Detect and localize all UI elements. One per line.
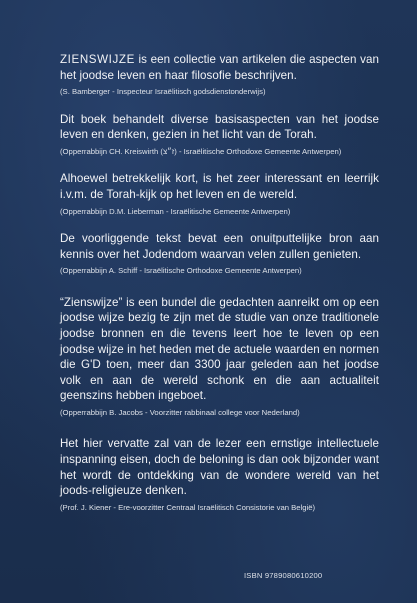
review-attribution-6: (Prof. J. Kiener - Ere-voorzitter Centraal Israëlitisch Consistorie van België)	[60, 502, 316, 512]
review-attribution-5: (Opperrabbijn B. Jacobs - Voorzitter rabbinaal college voor Nederland)	[60, 407, 300, 417]
review-block-6	[60, 436, 379, 513]
review-quote-2: Dit boek behandelt diverse basisaspecten van het joodse leven en denken, gezien in het licht van de Torah.	[60, 112, 379, 142]
review-quote-3: Alhoewel betrekkelijk kort, is het zeer interessant en leerrijk i.v.m. de Torah-kijk op het leven en de wereld.	[60, 172, 379, 201]
isbn-number: ISBN 9789080610200	[244, 571, 323, 580]
book-title-lead: ZIENSWIJZE	[60, 53, 135, 66]
review-attribution-1: (S. Bamberger - Inspecteur Israëlitisch godsdienstonderwijs)	[60, 87, 266, 97]
review-attribution-3: (Opperrabbijn D.M. Lieberman - Israëlitische Gemeente Antwerpen)	[60, 206, 291, 216]
review-quote-6: Het hier vervatte zal van de lezer een ernstige intellectuele inspanning eisen, doch de beloning is dan ook bijzonder want het wordt de ontdekking van de wondere wereld van het joods-religieuze denken.	[60, 437, 379, 498]
review-block-2	[60, 112, 379, 158]
review-quote-5: “Zienswijze” is een bundel die gedachten aanreikt om op een joodse wijze bezig te zijn met de studie van onze traditionele joodse bronnen en die tevens leert hoe te leven op een joodse wijze in het heden met de actuele waarden en normen die G'D toen, meer dan 3300 jaar geleden aan het joodse volk en aan de wereld schonk en die aan actualiteit geenszins hebben ingeboet.	[60, 295, 379, 403]
review-block-3	[60, 171, 379, 217]
review-attribution-2: (Opperrabbijn CH. Kreiswirth (ז״צ) - Israëlitische Orthodoxe Gemeente Antwerpen)	[60, 146, 342, 156]
review-quote-4: De voorliggende tekst bevat een onuitputtelijke bron aan kennis over het Jodendom waarvan velen zullen genieten.	[60, 232, 379, 261]
review-block-5	[60, 295, 379, 419]
review-quote-1	[60, 52, 379, 83]
review-text-1: is een collectie van artikelen die aspecten van het joodse leven en haar filosofie beschrijven.	[60, 53, 379, 82]
review-attribution-4: (Opperrabbijn A. Schiff - Israëlitische Orthodoxe Gemeente Antwerpen)	[60, 266, 302, 276]
review-block-1	[60, 52, 379, 98]
review-block-4	[60, 231, 379, 277]
